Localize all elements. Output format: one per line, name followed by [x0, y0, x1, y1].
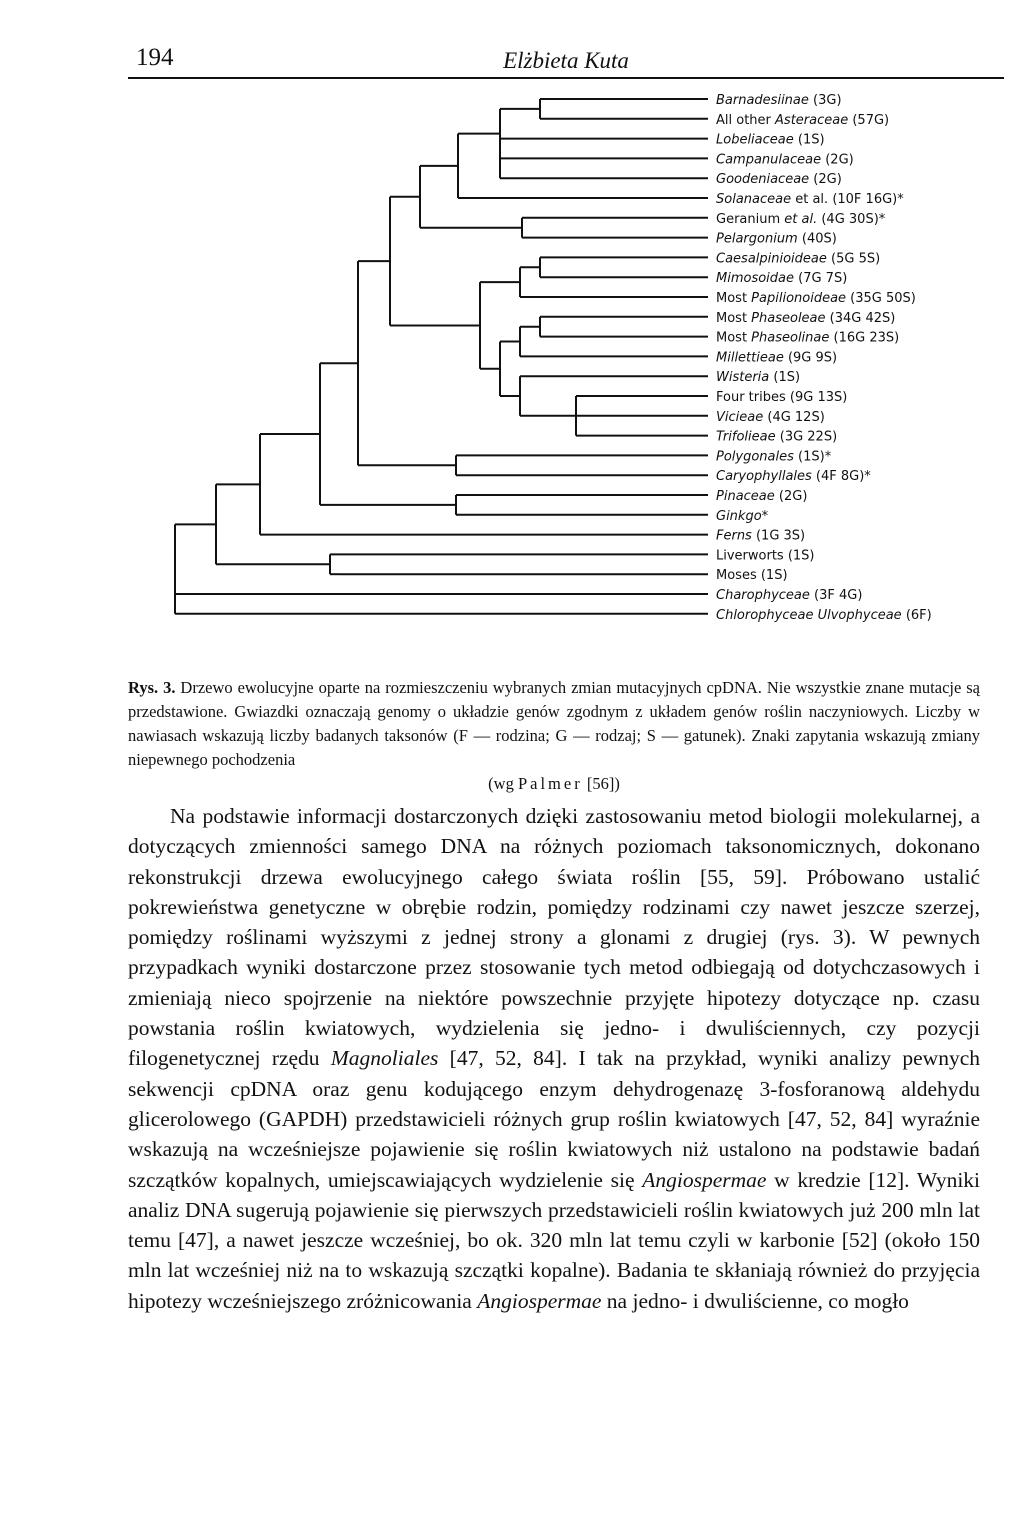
term-angiospermae: Angiospermae [477, 1288, 602, 1313]
tree-taxon-label: Charophyceae (3F 4G) [716, 588, 863, 603]
running-head: Elżbieta Kuta [503, 48, 629, 73]
body-text-1: Na podstawie informacji dostarczonych dzięki zastosowaniu metod biologii molekularnej, a dotyczących zmienności samego DNA na różnych poziomach taksonomicznych, dokonano rekonstrukcji drzewa ewolucyjnego całego świata roślin [55, 59]. Próbowano ustalić pokrewieństwa genetyczne w obrębie rodzin, pomiędzy rodzinami czy nawet jeszcze szerzej, pomiędzy roślinami wyższymi z jednej strony a glonami z drugiej (rys. 3). W pewnych przypadkach wyniki dostarczone przez stosowanie tych metod odbiegają od dotychczasowych i zmieniają nieco spojrzenie na niektóre powszechnie przyjęte hipotezy dotyczące np. czasu powstania roślin kwiatowych, wydzielenia się jedno- i dwuliściennych, czy pozycji filogenetycznej rzędu [128, 804, 980, 1071]
body-text-2: [47, 52, 84]. I tak na przykład, wyniki analizy pewnych sekwencji cpDNA oraz genu kodującego enzym dehydrogenazę 3-fosforanową aldehydu glicerolowego (GAPDH) przedstawicieli różnych grup roślin kwiatowych [47, 52, 84] wyraźnie wskazują na wcześniejsze pojawienie się roślin kwiatowych niż ustalono na podstawie badań szczątków kopalnych, umiejscawiających wydzielenie się [128, 1046, 980, 1192]
figure-label: Rys. 3. [128, 678, 176, 697]
tree-taxon-label: Campanulaceae (2G) [716, 152, 854, 168]
tree-taxon-label: Pelargonium (40S) [716, 231, 837, 247]
phylogenetic-tree [0, 90, 1024, 650]
tree-taxon-label: Chlorophyceae Ulvophyceae (6F) [716, 607, 932, 623]
tree-taxon-label: Trifolieae (3G 22S) [716, 429, 838, 445]
body-paragraph [128, 801, 980, 1316]
tree-taxon-label: Vicieae (4G 12S) [716, 409, 825, 425]
tree-taxon-label: Ferns (1G 3S) [716, 528, 806, 544]
tree-taxon-label: Barnadesiinae (3G) [716, 93, 842, 108]
tree-taxon-label: Most Phaseolinae (16G 23S) [716, 330, 900, 346]
tree-taxon-label: Geranium et al. (4G 30S)* [716, 211, 886, 227]
tree-taxon-label: Polygonales (1S)* [716, 449, 832, 465]
caption-text: Drzewo ewolucyjne oparte na rozmieszczeniu wybranych zmian mutacyjnych cpDNA. Nie wszystkie znane mutacje są przedstawione. Gwiazdki oznaczają genomy o układzie genów zgodnym z układem genów roślin naczyniowych. Liczby w nawiasach wskazują liczby badanych taksonów (F — rodzina; G — rodzaj; S — gatunek). Znaki zapytania wskazują zmiany niepewnego pochodzenia [128, 678, 980, 769]
caption-source-ref: [56]) [586, 774, 620, 793]
body-text-4: na jedno- i dwuliścienne, co mogło [606, 1288, 909, 1313]
page-number: 194 [136, 44, 174, 71]
tree-taxon-label: Solanaceae et al. (10F 16G)* [716, 192, 904, 207]
tree-taxon-label: Mimosoidae (7G 7S) [716, 271, 848, 287]
tree-taxon-label: Lobeliaceae (1S) [716, 132, 825, 148]
caption-source [128, 772, 980, 796]
tree-taxon-label: Ginkgo* [716, 508, 769, 524]
tree-taxon-label: Wisteria (1S) [716, 370, 801, 386]
caption-source-author: Palmer [517, 774, 583, 793]
tree-taxon-label: All other Asteraceae (57G) [716, 112, 890, 128]
tree-taxon-label: Liverworts (1S) [716, 548, 815, 564]
tree-taxon-label: Moses (1S) [716, 568, 788, 584]
figure-caption [128, 676, 980, 796]
header-rule [128, 77, 1004, 79]
caption-source-prefix: (wg [488, 774, 514, 793]
tree-taxon-label: Goodeniaceae (2G) [716, 172, 842, 188]
tree-taxon-label: Most Papilionoideae (35G 50S) [716, 291, 916, 306]
tree-taxon-label: Millettieae (9G 9S) [716, 350, 838, 366]
tree-taxon-label: Caesalpinioideae (5G 5S) [716, 251, 881, 267]
tree-taxon-label: Four tribes (9G 13S) [716, 390, 848, 405]
tree-taxon-label: Pinaceae (2G) [716, 489, 808, 504]
page-header [128, 44, 1004, 78]
tree-taxon-label: Caryophyllales (4F 8G)* [716, 469, 871, 485]
term-angiospermae: Angiospermae [642, 1167, 767, 1192]
body-text-3: w kredzie [12]. Wyniki analiz DNA sugerują pojawienie się pierwszych przedstawicieli roślin kwiatowych już 200 mln lat temu [47], a nawet jeszcze wcześniej, bo ok. 320 mln lat temu czyli w karbonie [52] (około 150 mln lat wcześniej niż na to wskazują szczątki kopalne). Badania te skłaniają również do przyjęcia hipotezy wcześniejszego zróżnicowania [128, 1167, 981, 1313]
tree-taxon-label: Most Phaseoleae (34G 42S) [716, 310, 896, 326]
term-magnoliales: Magnoliales [330, 1046, 439, 1071]
